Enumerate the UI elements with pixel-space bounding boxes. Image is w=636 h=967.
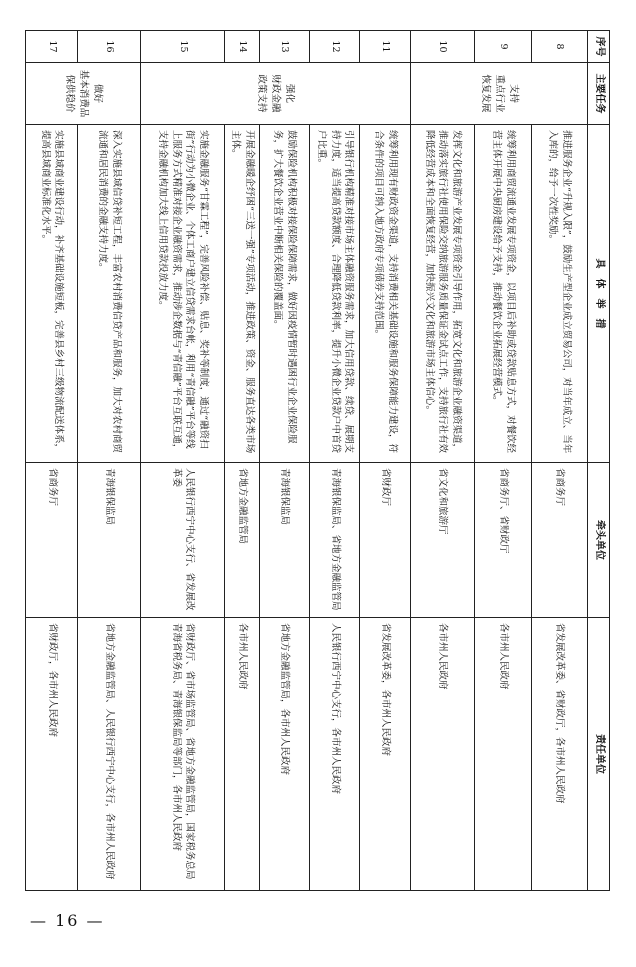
row-measure: 推进服务企业“升规入限”，鼓励生产型企业成立贸易公司，对当年成立、当年入库的，给予一次性奖励。 <box>531 125 587 463</box>
row-lead: 人民银行西宁中心支行、省发展改革委 <box>140 463 225 618</box>
row-resp: 省地方金融监管局、人民银行西宁中心支行，各市州人民政府 <box>78 618 140 891</box>
header-task: 主要任务 <box>588 63 610 125</box>
row-resp: 各市州人民政府 <box>410 618 474 891</box>
row-lead: 省商务厅 <box>26 463 78 618</box>
header-resp: 责任单位 <box>588 618 610 891</box>
table-header-row <box>588 31 610 891</box>
row-resp: 各市州人民政府 <box>225 618 259 891</box>
row-measure: 实施县域商业建设行动，补齐基础设施短板，完善县乡村三级物流配送体系，提高县域商业标准化水平。 <box>26 125 78 463</box>
table-row <box>531 31 587 891</box>
table-row <box>475 31 531 891</box>
table-row <box>78 31 140 891</box>
row-resp: 省财政厅、省市场监管局、省地方金融监管局，国家税务总局青海省税务局、青海银保监局等部门，各市州人民政府 <box>140 618 225 891</box>
row-no: 17 <box>26 31 78 63</box>
row-no: 9 <box>475 31 531 63</box>
row-lead: 省商务厅、省财政厅 <box>475 463 531 618</box>
row-resp: 省财政厅，各市州人民政府 <box>26 618 78 891</box>
table-row <box>259 31 309 891</box>
row-measure: 深入实施县域信贷补短工程，丰富农村消费信贷产品和服务，加大对农村商贸流通和居民消费的金融支持力度。 <box>78 125 140 463</box>
row-resp: 省发展改革委，各市州人民政府 <box>360 618 410 891</box>
row-lead: 青海银保监局、省地方金融监管局 <box>310 463 360 618</box>
row-measure: 鼓励保险机构积极对接保险保障需求，做好因疫情暂时遇困行业企业保险服务，扩大餐饮企业营业中断相关保险的覆盖面。 <box>259 125 309 463</box>
header-measure: 具 体 举 措 <box>588 125 610 463</box>
task-group-label: 强化 财政金融 政策支持 <box>256 74 295 113</box>
rotated-table-container <box>25 30 610 890</box>
row-no: 10 <box>410 31 474 63</box>
row-no: 16 <box>78 31 140 63</box>
row-measure: 统筹利用商贸流通业发展专项资金，以项目后补助或贷款贴息方式，对餐饮经营主体开展中央厨房建设给予支持，推动餐饮企业拓展经营模式。 <box>475 125 531 463</box>
row-measure: 引导银行机构精准对接市场主体融资服务需求，加大信用贷款、续贷、展期支持力度，适当提高贷款额度、合理降低贷款利率，提升小微企业贷款户中首贷户比重。 <box>310 125 360 463</box>
row-no: 13 <box>259 31 309 63</box>
row-lead: 青海银保监局 <box>78 463 140 618</box>
row-no: 15 <box>140 31 225 63</box>
row-lead: 青海银保监局 <box>259 463 309 618</box>
table-row <box>360 31 410 891</box>
task-group <box>26 63 141 125</box>
row-lead: 省文化和旅游厅 <box>410 463 474 618</box>
row-no: 8 <box>531 31 587 63</box>
table-row <box>310 31 360 891</box>
row-measure: 统筹利用现有财政资金渠道，支持消费相关基础设施和服务保障能力建设，符合条件的项目可纳入地方政府专项债券支持范围。 <box>360 125 410 463</box>
row-lead: 省财政厅 <box>360 463 410 618</box>
row-resp: 省发展改革委、省财政厅，各市州人民政府 <box>531 618 587 891</box>
row-resp: 省地方金融监管局，各市州人民政府 <box>259 618 309 891</box>
header-no: 序号 <box>588 31 610 63</box>
row-resp: 各市州人民政府 <box>475 618 531 891</box>
measures-table <box>25 30 610 891</box>
task-group-label: 做好 基本消费品 保供稳价 <box>64 69 103 118</box>
row-resp: 人民银行西宁中心支行，各市州人民政府 <box>310 618 360 891</box>
page-number: — 16 — <box>30 911 105 930</box>
row-no: 12 <box>310 31 360 63</box>
row-lead: 省商务厅 <box>531 463 587 618</box>
row-lead: 省地方金融监管局 <box>225 463 259 618</box>
table-row <box>225 31 259 891</box>
row-measure: 开展金融暖企纾困“三送一强”专项活动，推进政策、资金、服务直达各类市场主体。 <box>225 125 259 463</box>
task-group <box>140 63 410 125</box>
table-row <box>410 31 474 891</box>
row-measure: 发挥文化和旅游产业发展专项资金引导作用，拓宽文化和旅游企业融资渠道，推动落实旅行社使用保险交纳旅游服务质量保证金试点工作，支持旅行社有效降低经营成本和全面恢复经营，加快振兴文化和旅游市场主体信心。 <box>410 125 474 463</box>
row-no: 11 <box>360 31 410 63</box>
header-lead: 牵头单位 <box>588 463 610 618</box>
row-no: 14 <box>225 31 259 63</box>
task-group <box>410 63 587 125</box>
task-group-label: 支持 重点行业 恢复发展 <box>480 74 519 113</box>
row-measure: 实施金融服务“甘霖工程”，完善风险补偿、贴息、奖补等制度，通过“融资扫街”行动为小微企业、个体工商户建立信贷需求台帐，利用“青信融”平台等线上服务方式精准对接企业融资需求，推动涉企数据与“青信融”平台互联互通，支持金融机构加大线上信用贷款投放力度。 <box>140 125 225 463</box>
table-row <box>140 31 225 891</box>
table-row <box>26 31 78 891</box>
